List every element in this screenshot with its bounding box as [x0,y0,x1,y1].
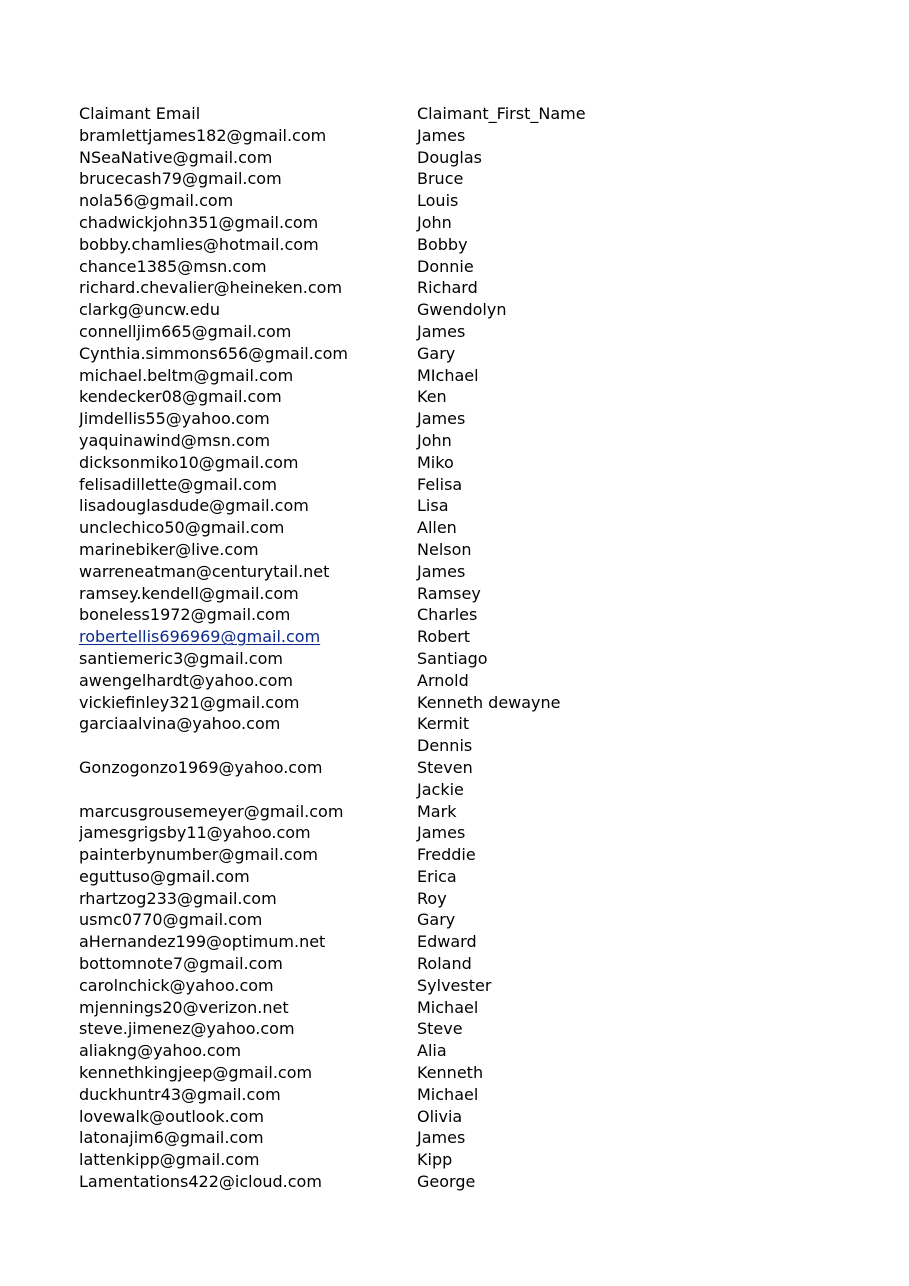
table-row [79,452,839,474]
first-name-cell: Gary [417,343,456,363]
email-cell: dicksonmiko10@gmail.com [79,452,299,472]
header-row [79,103,839,125]
table-body [79,125,839,1193]
first-name-cell: Ramsey [417,583,481,603]
email-cell: ramsey.kendell@gmail.com [79,583,299,603]
email-cell: eguttuso@gmail.com [79,866,250,886]
table-row [79,648,839,670]
first-name-cell: Gary [417,910,456,930]
first-name-cell: Louis [417,191,459,211]
email-cell: jamesgrigsby11@yahoo.com [79,823,311,843]
first-name-cell: Santiago [417,648,488,668]
email-cell: bobby.chamlies@hotmail.com [79,234,319,254]
first-name-cell: James [417,561,466,581]
email-cell: Jimdellis55@yahoo.com [79,409,270,429]
email-cell: lisadouglasdude@gmail.com [79,496,309,516]
table-row [79,408,839,430]
email-cell: kennethkingjeep@gmail.com [79,1063,313,1083]
first-name-cell: Allen [417,518,457,538]
table-row [79,430,839,452]
email-cell: kendecker08@gmail.com [79,387,282,407]
table-row [79,713,839,735]
table-row [79,1106,839,1128]
table-row [79,604,839,626]
email-cell: unclechico50@gmail.com [79,518,285,538]
first-name-cell: Jackie [417,779,464,799]
first-name-cell: Kenneth dewayne [417,692,561,712]
table-row [79,670,839,692]
email-cell: warreneatman@centurytail.net [79,561,330,581]
first-name-cell: Roy [417,888,447,908]
table-row [79,256,839,278]
first-name-cell: Olivia [417,1106,463,1126]
first-name-cell: Douglas [417,147,482,167]
email-cell: connelljim665@gmail.com [79,321,292,341]
email-cell: duckhuntr43@gmail.com [79,1084,281,1104]
first-name-cell: Sylvester [417,975,492,995]
first-name-cell: Alia [417,1041,447,1061]
table-row [79,1062,839,1084]
email-link[interactable]: robertellis696969@gmail.com [79,627,321,647]
email-cell: Lamentations422@icloud.com [79,1172,322,1192]
email-cell [79,735,417,757]
table-row [79,953,839,975]
table-row [79,909,839,931]
table-row [79,801,839,823]
first-name-cell: Robert [417,627,471,647]
first-name-cell: James [417,321,466,341]
table-row [79,474,839,496]
table-row [79,321,839,343]
email-cell: bottomnote7@gmail.com [79,954,283,974]
email-cell: nola56@gmail.com [79,191,234,211]
table-row [79,822,839,844]
table-row [79,495,839,517]
table-row [79,1040,839,1062]
first-name-cell: Arnold [417,670,469,690]
first-name-cell: Kermit [417,714,470,734]
first-name-cell: Kenneth [417,1063,484,1083]
first-name-cell: Lisa [417,496,449,516]
email-cell: painterbynumber@gmail.com [79,845,319,865]
email-cell: clarkg@uncw.edu [79,300,220,320]
table-row [79,212,839,234]
email-cell: santiemeric3@gmail.com [79,648,283,668]
first-name-cell: Donnie [417,256,474,276]
email-cell: brucecash79@gmail.com [79,169,282,189]
first-name-cell: Nelson [417,539,472,559]
table-row [79,975,839,997]
first-name-cell: Gwendolyn [417,300,507,320]
table-row [79,1084,839,1106]
first-name-cell: Bobby [417,234,468,254]
email-cell: vickiefinley321@gmail.com [79,692,300,712]
first-name-cell: Felisa [417,474,463,494]
header-claimant-first-name: Claimant_First_Name [417,104,586,123]
first-name-cell: Erica [417,866,457,886]
first-name-cell: Richard [417,278,478,298]
first-name-cell: Charles [417,605,478,625]
email-cell: mjennings20@verizon.net [79,997,289,1017]
first-name-cell: Roland [417,954,472,974]
table-row [79,539,839,561]
table-row [79,234,839,256]
email-cell: steve.jimenez@yahoo.com [79,1019,295,1039]
email-cell: lattenkipp@gmail.com [79,1150,260,1170]
header-claimant-email: Claimant Email [79,104,201,123]
first-name-cell: James [417,125,466,145]
first-name-cell: John [417,212,452,232]
table-row [79,779,839,801]
email-cell: usmc0770@gmail.com [79,910,263,930]
table-row [79,386,839,408]
first-name-cell: MIchael [417,365,479,385]
first-name-cell: Michael [417,997,479,1017]
email-cell: awengelhardt@yahoo.com [79,670,293,690]
email-cell: carolnchick@yahoo.com [79,975,274,995]
table-row [79,888,839,910]
first-name-cell: Ken [417,387,447,407]
email-cell: boneless1972@gmail.com [79,605,291,625]
email-cell: NSeaNative@gmail.com [79,147,273,167]
email-cell: felisadillette@gmail.com [79,474,277,494]
email-cell: chadwickjohn351@gmail.com [79,212,319,232]
email-cell: yaquinawind@msn.com [79,430,271,450]
first-name-cell: Dennis [417,736,473,756]
first-name-cell: Steve [417,1019,463,1039]
table-row [79,692,839,714]
table-row [79,931,839,953]
email-cell: rhartzog233@gmail.com [79,888,277,908]
first-name-cell: Mark [417,801,457,821]
table-row [79,735,839,757]
table-row [79,299,839,321]
first-name-cell: Bruce [417,169,464,189]
first-name-cell: James [417,823,466,843]
email-cell: aliakng@yahoo.com [79,1041,242,1061]
table-row [79,125,839,147]
table-row [79,757,839,779]
table-row [79,517,839,539]
email-cell: marinebiker@live.com [79,539,259,559]
table-row [79,343,839,365]
email-cell: chance1385@msn.com [79,256,267,276]
table-row [79,561,839,583]
table-row [79,583,839,605]
table-row [79,1171,839,1193]
first-name-cell: Steven [417,757,473,777]
table-row [79,168,839,190]
first-name-cell: Kipp [417,1150,453,1170]
table-row [79,844,839,866]
table-row [79,1149,839,1171]
table-row [79,626,839,648]
table-row [79,866,839,888]
email-cell: Gonzogonzo1969@yahoo.com [79,757,323,777]
email-cell: garciaalvina@yahoo.com [79,714,281,734]
email-cell: lovewalk@outlook.com [79,1106,264,1126]
first-name-cell: Edward [417,932,477,952]
email-cell: michael.beltm@gmail.com [79,365,294,385]
email-cell [79,779,417,801]
email-cell: marcusgrousemeyer@gmail.com [79,801,344,821]
email-cell: latonajim6@gmail.com [79,1128,264,1148]
first-name-cell: Miko [417,452,454,472]
table-row [79,277,839,299]
first-name-cell: George [417,1172,476,1192]
email-cell: bramlettjames182@gmail.com [79,125,327,145]
first-name-cell: Michael [417,1084,479,1104]
first-name-cell: John [417,430,452,450]
table-row [79,147,839,169]
email-cell: Cynthia.simmons656@gmail.com [79,343,348,363]
table-row [79,997,839,1019]
first-name-cell: James [417,1128,466,1148]
email-cell: richard.chevalier@heineken.com [79,278,343,298]
table-row [79,365,839,387]
claimant-table [79,103,839,1193]
table-row [79,1018,839,1040]
email-cell: aHernandez199@optimum.net [79,932,326,952]
table-row [79,1127,839,1149]
table-row [79,190,839,212]
first-name-cell: Freddie [417,845,476,865]
first-name-cell: James [417,409,466,429]
